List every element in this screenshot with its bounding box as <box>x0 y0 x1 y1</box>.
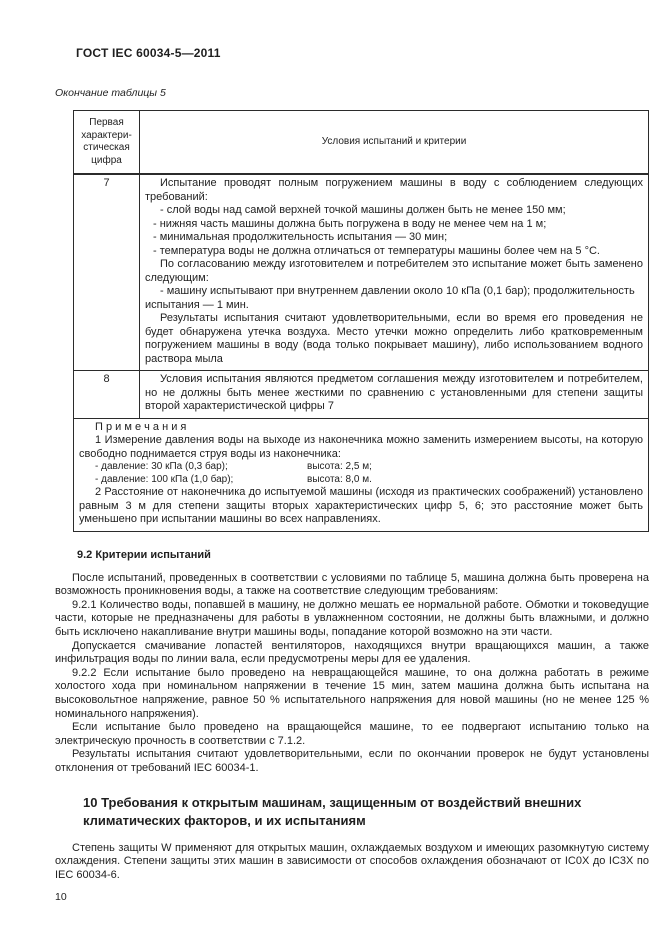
section-9-2-2-paragraph: Если испытание было проведено на вращающейся машине, то ее подвергают испытанию только на электрическую прочность в соответствии с 7.1.2. <box>55 721 649 747</box>
section-9-2-heading: 9.2 Критерии испытаний <box>77 548 211 561</box>
note-height-value: высота: 2,5 м; <box>307 461 372 472</box>
column-header-conditions: Условия испытаний и критерии <box>140 111 649 175</box>
column-header-first-digit: Первая характери- стическая цифра <box>74 111 140 175</box>
note-pressure-value: - давление: 30 кПа (0,3 бар); <box>95 461 228 472</box>
table-caption: Окончание таблицы 5 <box>55 87 166 99</box>
row-7-dash-item: - температура воды не должна отличаться от температуры машины более чем на 5 °С. <box>153 244 600 257</box>
row-7-dash-item: - слой воды над самой верхней точкой машины должен быть не менее 150 мм; <box>160 204 566 216</box>
row-7-digit: 7 <box>74 174 140 371</box>
section-9-2-1-paragraph: 9.2.1 Количество воды, попавшей в машину, не должно мешать ее нормальной работе. Обмотки и токоведущие части, которые не предназначены для работы в увлажненном состоянии, не должны быть влажными, и должно быть исключено накапливание внутри машины воды, попадание которой возможно на эти части. <box>55 598 649 639</box>
doc-header: ГОСТ IEC 60034-5—2011 <box>76 46 221 60</box>
row-8-digit: 8 <box>74 371 140 419</box>
section-9-2-1-paragraph: Допускается смачивание лопастей вентиляторов, находящихся внутри вращающихся машин, а также инфильтрация воды по линии вала, если предусмотрены меры для ее удаления. <box>55 639 649 666</box>
page-number: 10 <box>55 891 67 904</box>
note-height-value: высота: 8,0 м. <box>307 473 372 485</box>
notes-cell <box>74 418 649 531</box>
note-1: 1 Измерение давления воды на выходе из наконечника можно заменить измерением высоты, на которую свободно поднимается струя воды из наконечника: <box>79 434 643 460</box>
row-8-conditions-cell <box>140 371 649 419</box>
section-10-paragraph: Степень защиты W применяют для открытых машин, охлаждаемых воздухом и имеющих разомкнутую систему охлаждения. Степени защиты этих машин в зависимости от способов охлаждения обозначают от IC0X до IC3X по IEC 60034-6. <box>55 841 649 881</box>
row-7-dash-item: - нижняя часть машины должна быть погружена в воду не менее чем на 1 м; <box>153 217 547 230</box>
note-1-item <box>79 474 643 487</box>
note-2: 2 Расстояние от наконечника до испытуемой машины (исходя из практических соображений) установлено равным 3 м для степени защиты вторых характеристических цифр 5, 6; это расстояние может быть уменьшено при испытании машины во всех направлениях. <box>79 486 643 526</box>
section-9-2-2-paragraph: Результаты испытания считают удовлетворительными, если по окончании проверок не будут установлены отклонения от требований IEC 60034-1. <box>55 748 649 774</box>
table-row-digit-7 <box>74 174 649 371</box>
section-9-2-2-paragraph: 9.2.2 Если испытание было проведено на невращающейся машине, то она должна работать в режиме холостого хода при номинальном напряжении в течение 15 мин, затем машина должна быть испытана на высоковольтное напряжение, равное 50 % испытательного напряжения для новой машины (но не менее 125 % номинального напряжения). <box>55 666 649 720</box>
row-7-paragraph: По согласованию между изготовителем и потребителем это испытание может быть заменено следующим: <box>145 258 643 284</box>
row-7-dash-item: - минимальная продолжительность испытания — 30 мин; <box>153 231 448 243</box>
table-header-row <box>74 111 649 175</box>
row-7-paragraph: Испытание проводят полным погружением машины в воду с соблюдением следующих требований: <box>145 177 643 203</box>
notes-title: П р и м е ч а н и я <box>95 420 187 433</box>
note-1-item <box>79 461 643 474</box>
table-row-digit-8 <box>74 371 649 419</box>
table-5 <box>73 110 649 532</box>
row-7-conditions-cell <box>140 174 649 371</box>
section-10-heading: 10 Требования к открытым машинам, защищенным от воздействий внешних климатических факторов, и их испытаниям <box>83 794 582 828</box>
table-notes-row <box>74 418 649 531</box>
note-pressure-value: - давление: 100 кПа (1,0 бар); <box>95 473 234 485</box>
page-content <box>55 46 649 903</box>
row-7-dash-item: - машину испытывают при внутреннем давлении около 10 кПа (0,1 бар); продолжительность испытания — 1 мин. <box>145 285 635 311</box>
row-7-paragraph: Результаты испытания считают удовлетворительными, если во время его проведения не будет обнаружена утечка воздуха. Место утечки можно определить либо кратковременным погружением машины в воду (вода только покрывает машину), либо использованием водного раствора мыла <box>145 312 643 365</box>
section-9-2-paragraph: После испытаний, проведенных в соответствии с условиями по таблице 5, машина должна быть проверена на возможность проникновения воды, а также на соответствие следующим требованиям: <box>55 571 649 598</box>
row-8-paragraph: Условия испытания являются предметом соглашения между изготовителем и потребителем, но не должны быть менее жесткими по сравнению с установленными для степени защиты второй характеристической цифры 7 <box>145 373 643 412</box>
